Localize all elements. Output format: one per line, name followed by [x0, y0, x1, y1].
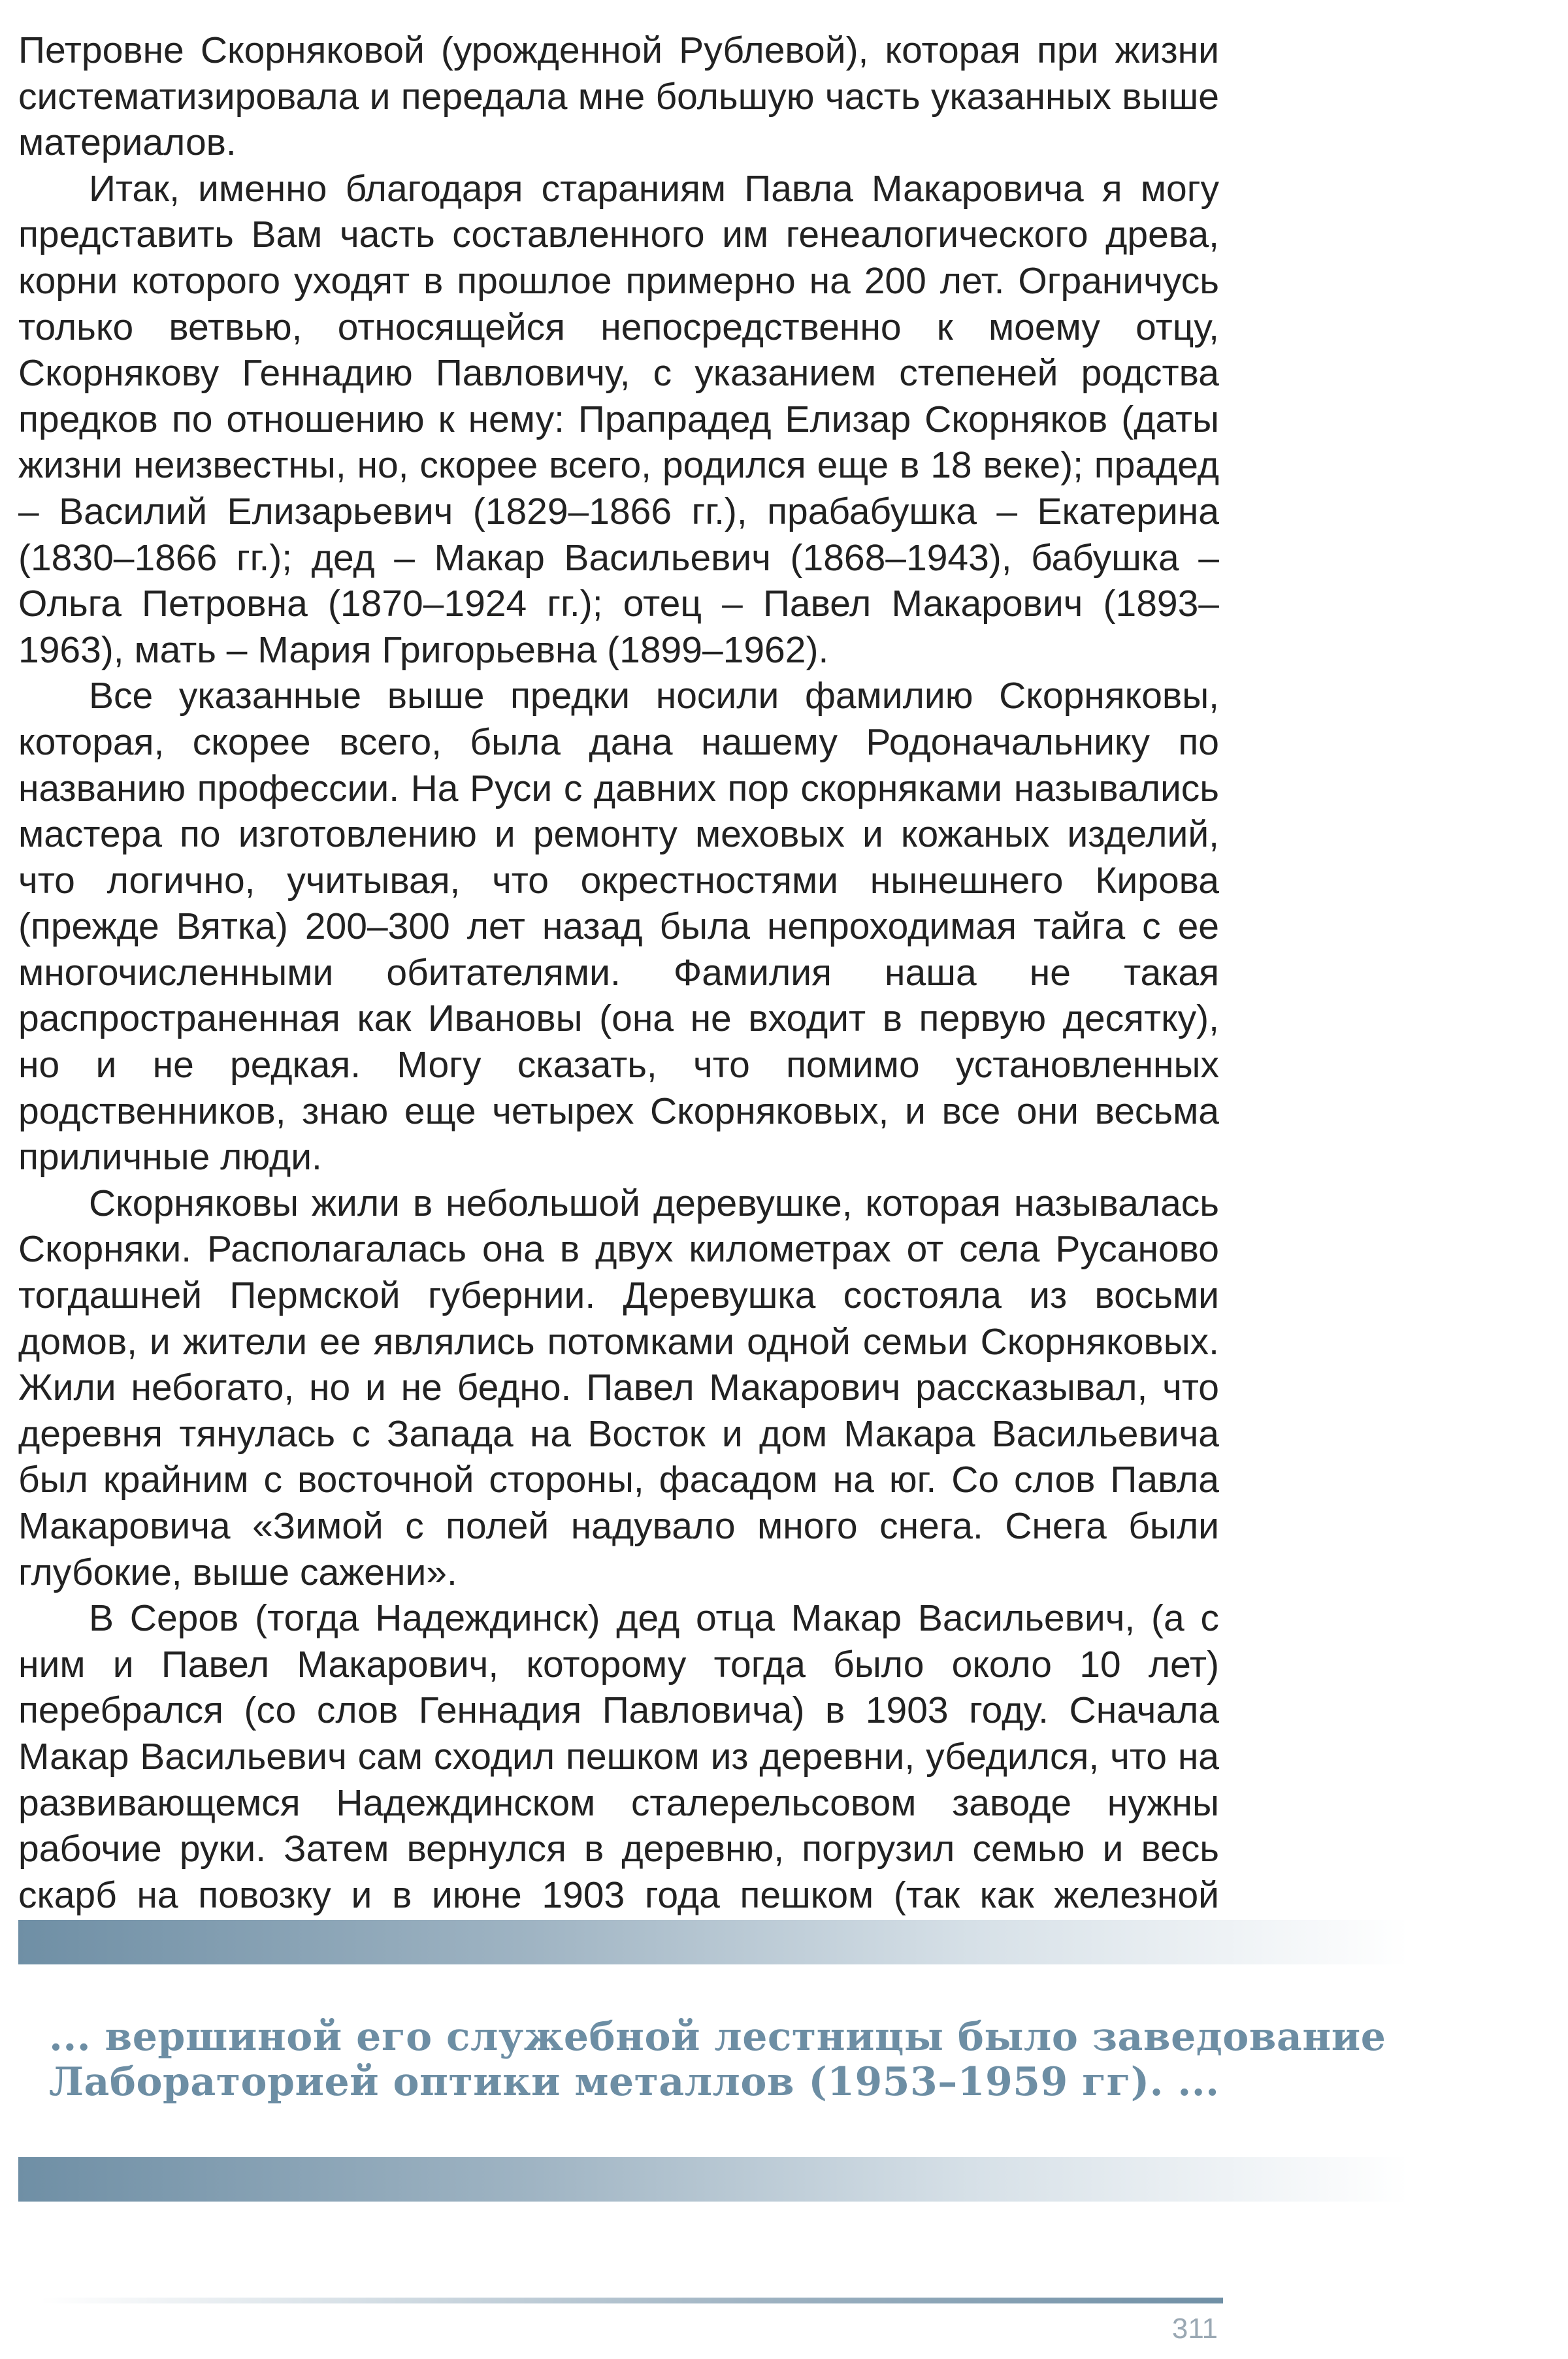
pull-quote: ... вершиной его служебной лестницы было заведование Лабораторией оптики металлов (1953–1959 гг). ... [49, 2014, 1386, 2105]
pull-quote-top-band [18, 1920, 1482, 1964]
pull-quote-bottom-band [18, 2157, 1482, 2202]
paragraph: Все указанные выше предки носили фамилию Скорняковы, которая, скорее всего, была дана нашему Родоначальнику по названию профессии. На Руси с давних пор скорняками назывались мастера по изготовлению и ремонту меховых и кожаных изделий, что логично, учитывая, что окрестностями нынешнего Кирова (прежде Вятка) 200–300 лет назад была непроходимая тайга с ее многочисленными обитателями. Фамилия наша не такая распространенная как Ивановы (она не входит в первую десятку), но и не редкая. Могу сказать, что помимо установленных родственников, знаю еще четырех Скорняковых, и все они весьма приличные люди. [18, 675, 1219, 1179]
paragraph: Петровне Скорняковой (урожденной Рублевой), которая при жизни систематизировала и передала мне большую часть указанных выше материалов. [18, 29, 1219, 164]
paragraph: Итак, именно благодаря стараниям Павла Макаровича я могу представить Вам часть составленного им генеалогического древа, корни которого уходят в прошлое примерно на 200 лет. Ограничусь только ветвью, относящейся непосредственно к моему отцу, Скорнякову Геннадию Павловичу, с указанием степеней родства предков по отношению к нему: Прапрадед Елизар Скорняков (даты жизни неизвестны, но, скорее всего, родился еще в 18 веке); прадед – Василий Елизарьевич (1829–1866 гг.), прабабушка – Екатерина (1830–1866 гг.); дед – Макар Васильевич (1868–1943), бабушка – Ольга Петровна (1870–1924 гг.); отец – Павел Макарович (1893–1963), мать – Мария Григорьевна (1899–1962). [18, 167, 1219, 671]
footer-rule [41, 2298, 1223, 2303]
page-number: 311 [1171, 2313, 1218, 2345]
article-body [18, 27, 1219, 1964]
paragraph: В Серов (тогда Надеждинск) дед отца Макар Васильевич, (а с ним и Павел Макарович, которому тогда было около 10 лет) перебрался (со слов Геннадия Павловича) в 1903 году. Сначала Макар Васильевич сам сходил пешком из деревни, убедился, что на развивающемся Надеждинском сталерельсовом заводе нужны рабочие руки. Затем вернулся в деревню, погрузил семью и весь скарб на повозку и в июне 1903 года пешком (так как железной [18, 1597, 1219, 1916]
paragraph: Скорняковы жили в небольшой деревушке, которая называлась Скорняки. Располагалась она в двух километрах от села Русаново тогдашней Пермской губернии. Деревушка состояла из восьми домов, и жители ее являлись потомками одной семьи Скорняковых. Жили небогато, но и не бедно. Павел Макарович рассказывал, что деревня тянулась с Запада на Восток и дом Макара Васильевича был крайним с восточной стороны, фасадом на юг. Со слов Павла Макаровича «Зимой с полей надувало много снега. Снега были глубокие, выше сажени». [18, 1182, 1219, 1593]
